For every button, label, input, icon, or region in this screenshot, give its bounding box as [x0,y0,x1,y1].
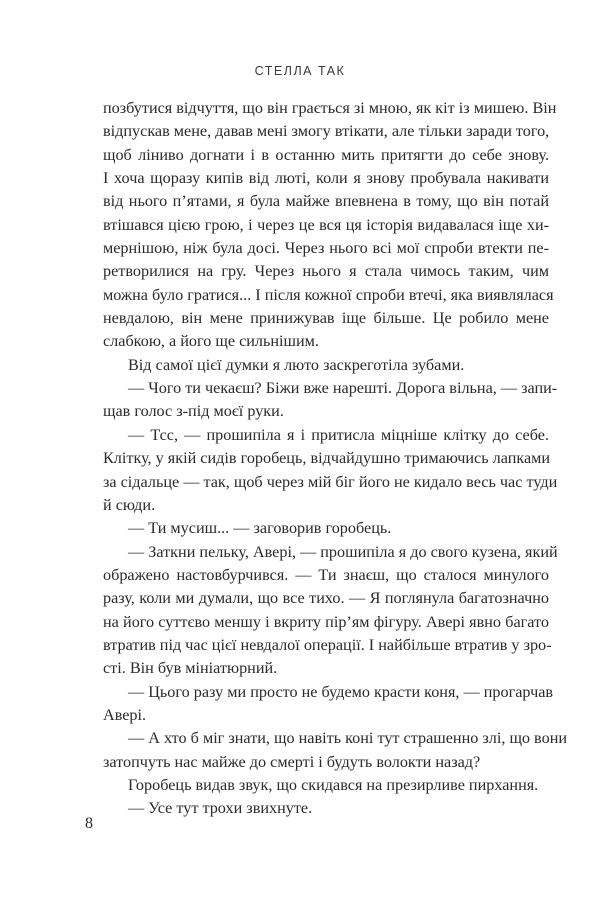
page-number: 8 [85,815,93,832]
text-line: Авері. [103,705,147,724]
text-line: — А хто б міг знати, що навіть коні тут страшенно злі, що вони [128,729,568,748]
text-line: на його суттєво меншу і вкриту пір’ям фігуру. Авері явно багато [103,612,549,631]
text-line: затопчуть нас майже до смерті і будуть волокти назад? [103,752,481,771]
text-line: мернішою, ніж була досі. Через нього всі мої спроби втекти пе- [103,239,549,258]
text-line: — Чого ти чекаєш? Біжи вже нарешті. Дорога вільна, — запи- [128,379,558,398]
text-line: — Заткни пельку, Авері, — прошипіла я до свого кузена, який [128,542,558,561]
text-line: — Усе тут трохи звихнуте. [128,799,313,818]
text-line: Від самої цієї думки я люто заскреготіла зубами. [128,355,465,374]
text-line: щоб ліниво догнати і в останню мить притягти до себе знову. [103,145,549,164]
text-line: ображено настовбурчився. — Ти знаєш, що сталося минулого [103,565,549,584]
text-line: за сідальце — так, щоб через мій біг його не кидало весь час туди [103,472,558,491]
text-line: втратив під час цієї невдалої операції. І найбільше втратив у зро- [103,635,552,654]
text-line: І хоча щоразу кипів від люті, коли я знову пробувала накивати [103,169,549,188]
text-line: втішався цією грою, і через це вся ця історія видавалася іще хи- [103,215,549,234]
text-line: — Тсс, — прошипіла я і притисла міцніше клітку до себе. [128,425,549,444]
text-line: й сюди. [103,495,156,514]
text-line: — Ти мусиш... — заговорив горобець. [128,519,392,538]
text-line: разу, коли ми думали, що все тихо. — Я поглянула багатозначно [103,589,549,608]
text-line: позбутися відчуття, що він грається зі мною, як кіт із мишею. Він [103,99,557,117]
text-line: сті. Він був мініатюрний. [103,659,278,678]
text-line: Горобець видав звук, що скидався на презирливе пирхання. [128,775,539,794]
running-head: СТЕЛЛА ТАК [254,64,346,78]
text-line: ретворилися на гру. Через нього я стала чимось таким, чим [103,262,549,281]
text-line: від нього п’ятами, я була майже впевнена в тому, що він потай [103,192,549,211]
text-line: можна було гратися... І після кожної спроби втечі, яка виявлялася [103,285,554,304]
body-text [103,97,568,821]
text-line: відпускав мене, давав мені змогу втікати, але тільки заради того, [103,122,550,141]
text-line: слабкою, а його ще сильнішим. [103,332,319,351]
text-line: Клітку, у якій сидів горобець, відчайдушно тримаючись лапками [103,449,551,468]
text-line: — Цього разу ми просто не будемо красти коня, — прогарчав [128,682,554,701]
text-line: невдалою, він мене принижував іще більше. Це робило мене [103,309,549,328]
text-line: щав голос з-під моєї руки. [103,402,284,421]
